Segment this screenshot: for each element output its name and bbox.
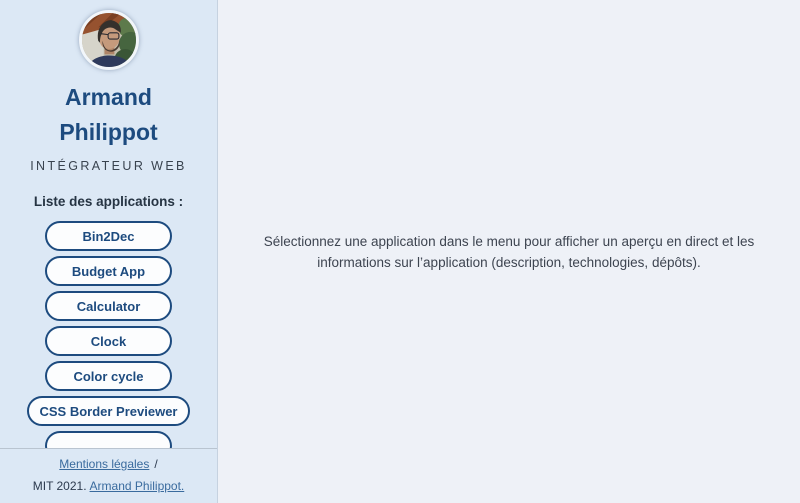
site-title-line1: Armand	[65, 84, 152, 110]
legal-notice-link[interactable]: Mentions légales	[59, 457, 150, 471]
app-list-label: Liste des applications :	[33, 194, 184, 209]
legal-line	[0, 457, 217, 472]
app-button-calculator[interactable]: Calculator	[45, 291, 172, 321]
sidebar-footer	[0, 448, 217, 503]
sidebar	[0, 0, 218, 503]
avatar-photo	[82, 13, 136, 67]
avatar	[79, 10, 139, 70]
app-button-clock[interactable]: Clock	[45, 326, 172, 356]
site-title	[59, 80, 157, 150]
site-subtitle: INTÉGRATEUR WEB	[30, 159, 187, 173]
author-link[interactable]: Armand Philippot.	[89, 479, 185, 493]
app-button-css-border-previewer[interactable]: CSS Border Previewer	[27, 396, 189, 426]
app-button-color-cycle[interactable]: Color cycle	[45, 361, 172, 391]
main-area	[218, 0, 800, 503]
app-button-bin2dec[interactable]: Bin2Dec	[45, 221, 172, 251]
legal-separator: /	[154, 457, 158, 471]
placeholder-message: Sélectionnez une application dans le menu pour afficher un aperçu en direct et les informations sur l’application (description, technologies, dépôts).	[263, 233, 755, 270]
app-button-budget-app[interactable]: Budget App	[45, 256, 172, 286]
license-text: MIT 2021.	[32, 479, 87, 493]
site-title-line2: Philippot	[59, 119, 158, 145]
app-list	[27, 221, 189, 461]
license-line	[0, 479, 217, 494]
